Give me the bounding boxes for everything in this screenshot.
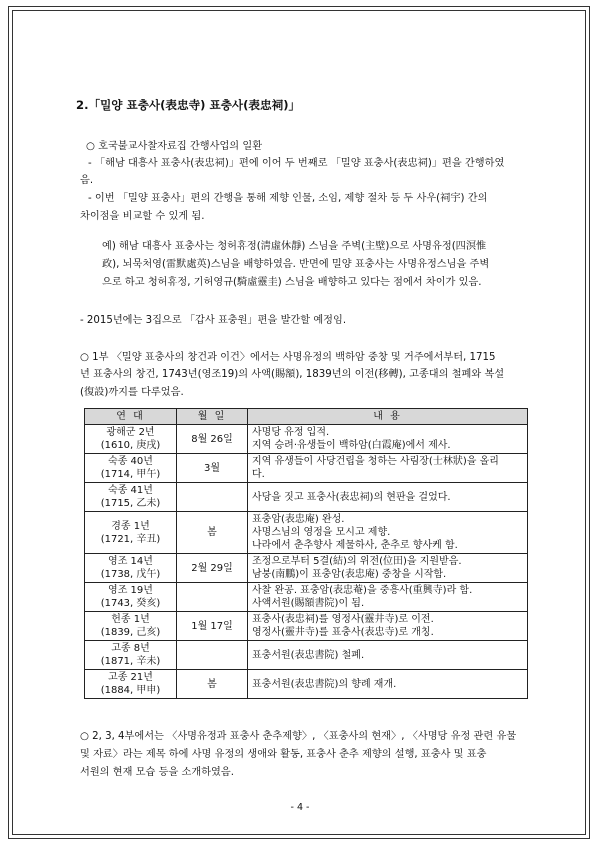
table-row (85, 425, 528, 454)
history-table (84, 408, 528, 699)
header-era: 연 대 (85, 409, 177, 425)
content-line: 영정사(靈井寺)를 표충사(表忠寺)로 개칭. (252, 627, 434, 638)
era-cell (85, 641, 177, 670)
content-line: 표충암(表忠庵) 완성. (252, 514, 345, 525)
era-reign: 영조 14년 (108, 556, 153, 567)
era-year: (1721, 辛丑) (100, 533, 161, 545)
table-row (85, 670, 528, 699)
para1-line2: 음. (80, 175, 94, 186)
era-cell (85, 483, 177, 512)
era-reign: 헌종 1년 (111, 614, 150, 625)
era-cell (85, 425, 177, 454)
table-row (85, 483, 528, 512)
era-year: (1610, 庚戌) (100, 440, 161, 451)
era-year: (1743, 癸亥) (100, 598, 161, 609)
era-reign: 경종 1년 (111, 520, 150, 532)
content-line: 표충서원(表忠書院)의 향례 재개. (252, 678, 397, 690)
content-cell (248, 483, 528, 512)
era-year: (1839, 己亥) (100, 627, 161, 638)
header-content: 내 용 (248, 409, 528, 425)
table-row (85, 583, 528, 612)
content-line: 사찰 완공. 표충암(表忠菴)을 중흥사(重興寺)라 함. (252, 585, 473, 596)
example-line3: 으로 하고 청허휴정, 기허영규(騎虛靈圭) 스님을 배향하고 있다는 점에서 차이가 있음. (102, 277, 482, 288)
table-row (85, 641, 528, 670)
era-year: (1871, 辛未) (100, 656, 161, 667)
content-line: 사당을 짓고 표충사(表忠祠)의 현판을 걸었다. (252, 491, 451, 503)
content-cell (248, 425, 528, 454)
era-year: (1884, 甲申) (100, 685, 161, 696)
para3-line2: 및 자료〉라는 제목 하에 사명 유정의 생애와 활동, 표충사 춘추 제향의 설행, 표충사 및 표충 (80, 749, 487, 760)
date-cell: 2월 29일 (177, 554, 248, 583)
content-cell (248, 641, 528, 670)
content-line: 사명스님의 영정을 모시고 제향. (252, 527, 391, 538)
date-cell (177, 583, 248, 612)
content-cell (248, 554, 528, 583)
table-row (85, 512, 528, 554)
content-line: 지역 승려·유생들이 백하암(白霞庵)에서 제사. (252, 440, 451, 451)
content-line: 표충서원(表忠書院) 철폐. (252, 649, 365, 661)
era-year: (1715, 乙未) (100, 498, 161, 509)
plan-line: - 2015년에는 3집으로 「갑사 표충원」편을 발간할 예정임. (80, 315, 347, 326)
era-cell (85, 670, 177, 699)
date-cell: 봄 (177, 670, 248, 699)
era-cell (85, 512, 177, 554)
content-line: 지역 유생들이 사당건립을 청하는 사림장(士林狀)을 올리 (252, 456, 499, 467)
para1-line4: 차이점을 비교할 수 있게 됨. (80, 211, 205, 222)
section-title: 2.「밀양 표충사(表忠寺) 표충사(表忠祠)」 (76, 98, 301, 112)
date-cell: 1월 17일 (177, 612, 248, 641)
era-reign: 영조 19년 (108, 585, 153, 596)
table-row (85, 454, 528, 483)
date-cell: 3월 (177, 454, 248, 483)
era-year: (1714, 甲午) (100, 469, 161, 480)
table-header-row (85, 409, 528, 425)
date-cell (177, 483, 248, 512)
para2-line3: (復設)까지를 다루었음. (80, 387, 184, 398)
content-cell (248, 670, 528, 699)
para2-line2: 년 표충사의 창건, 1743년(영조19)의 사액(賜額), 1839년의 이전(移轉), 고종대의 철폐와 복설 (80, 369, 505, 380)
era-reign: 숙종 40년 (108, 456, 153, 467)
era-cell (85, 554, 177, 583)
example-line2: 政), 뇌묵처영(雷默處英)스님을 배향하였음. 반면에 밀양 표충사는 사명유정스님을 주벽 (102, 259, 490, 270)
content-cell (248, 454, 528, 483)
table-row (85, 554, 528, 583)
content-cell (248, 612, 528, 641)
page-number: - 4 - (290, 802, 310, 813)
para1-heading: ○ 호국불교사찰자료집 간행사업의 일환 (86, 141, 263, 152)
para3-line1: ○ 2, 3, 4부에서는 〈사명유정과 표충사 춘추제향〉, 〈표충사의 현재〉, 〈사명당 유정 관련 유물 (80, 731, 517, 742)
era-reign: 고종 8년 (111, 643, 150, 654)
era-reign: 숙종 41년 (108, 485, 153, 496)
era-year: (1738, 戊午) (100, 569, 161, 580)
era-reign: 고종 21년 (108, 672, 153, 683)
example-line1: 예) 해남 대흥사 표충사는 청허휴정(淸虛休靜) 스님을 주벽(主壁)으로 사명유정(四溟惟 (102, 241, 487, 252)
content-line: 표충사(表忠祠)를 영정사(靈井寺)로 이전. (252, 614, 434, 625)
date-cell: 봄 (177, 512, 248, 554)
era-cell (85, 583, 177, 612)
para3-line3: 서원의 현재 모습 등을 소개하였음. (80, 767, 234, 778)
para1-line1: - 「해남 대흥사 표충사(表忠祠)」편에 이어 두 번째로 「밀양 표충사(表忠祠)」편을 간행하였 (88, 158, 505, 169)
content-line: 남붕(南鵬)이 표충암(表忠庵) 중창을 시작함. (252, 569, 447, 580)
content-line: 사액서원(賜額書院)이 됨. (252, 598, 365, 609)
content-line: 사명당 유정 입적. (252, 427, 330, 438)
content-line: 나라에서 춘추향사 제물하사, 춘추로 향사케 함. (252, 540, 458, 551)
content-cell (248, 583, 528, 612)
content-line: 조정으로부터 5결(結)의 위전(位田)을 지원받음. (252, 556, 462, 567)
content-cell (248, 512, 528, 554)
date-cell: 8월 26일 (177, 425, 248, 454)
era-reign: 광해군 2년 (106, 427, 155, 438)
date-cell (177, 641, 248, 670)
para1-line3: - 이번 「밀양 표충사」편의 간행을 통해 제향 인물, 소임, 제향 절차 등 두 사우(祠宇) 간의 (88, 193, 488, 204)
para2-line1: ○ 1부 〈밀양 표충사의 창건과 이건〉에서는 사명유정의 백하암 중창 및 거주에서부터, 1715 (80, 352, 496, 363)
table-row (85, 612, 528, 641)
era-cell (85, 612, 177, 641)
content-line: 다. (252, 469, 265, 480)
era-cell (85, 454, 177, 483)
header-date: 월 일 (177, 409, 248, 425)
